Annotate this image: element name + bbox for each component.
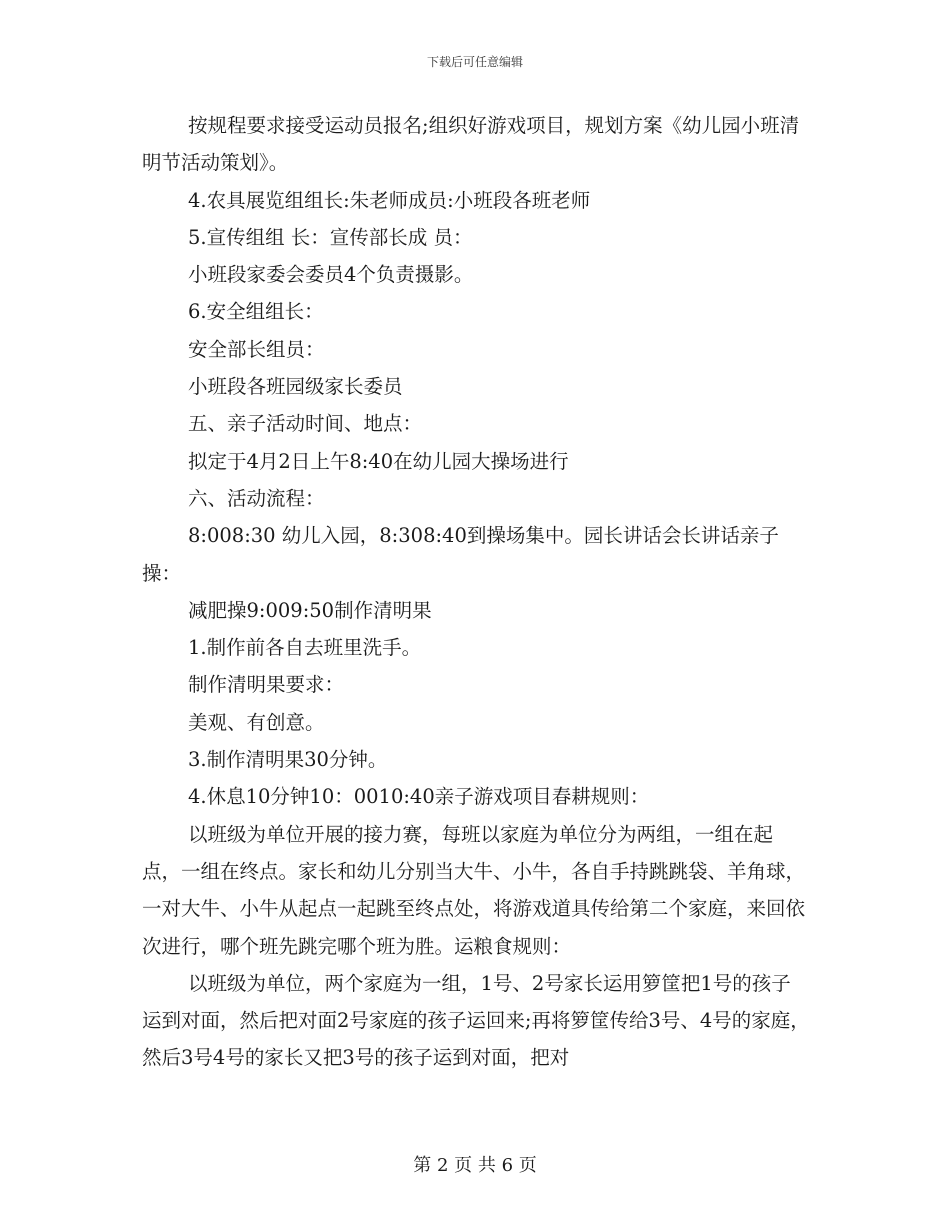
paragraph: 美观、有创意。 <box>188 710 325 734</box>
page-header: 下载后可任意编辑 <box>426 55 523 69</box>
paragraph: 5.宣传组组 长：宣传部长成 员： <box>188 225 473 249</box>
paragraph: 小班段家委会委员4个负责摄影。 <box>188 263 474 287</box>
paragraph: 以班级为单位开展的接力赛，每班以家庭为单位分为两组，一组在起点，一组在终点。家长和幼儿分别当大牛、小牛，各自手持跳跳袋、羊角球，一对大牛、小牛从起点一起跳至终点处，将游戏道具传给第二个家庭，来回依次进行，哪个班先跳完哪个班为胜。运粮食规则： <box>142 822 806 958</box>
paragraph: 3.制作清明果30分钟。 <box>188 748 388 772</box>
paragraph: 安全部长组员： <box>188 337 325 361</box>
paragraph: 六、活动流程： <box>188 486 325 510</box>
document-body <box>142 107 810 1077</box>
page-number-footer: 第 2 页 共 6 页 <box>413 1155 537 1176</box>
paragraph: 1.制作前各自去班里洗手。 <box>188 636 422 660</box>
paragraph: 4.农具展览组组长:朱老师成员:小班段各班老师 <box>188 188 591 212</box>
paragraph: 按规程要求接受运动员报名;组织好游戏项目，规划方案《幼儿园小班清明节活动策划》。 <box>142 114 800 175</box>
paragraph: 8:008:30 幼儿入园，8:308:40到操场集中。园长讲话会长讲话亲子操： <box>142 524 779 585</box>
paragraph: 6.安全组组长： <box>188 300 324 324</box>
paragraph: 五、亲子活动时间、地点： <box>188 412 423 436</box>
paragraph: 制作清明果要求： <box>188 673 345 697</box>
paragraph: 减肥操9:009:50制作清明果 <box>188 598 432 622</box>
paragraph: 拟定于4月2日上午8:40在幼儿园大操场进行 <box>188 449 569 473</box>
paragraph: 4.休息10分钟10：0010:40亲子游戏项目春耕规则： <box>188 785 650 809</box>
paragraph: 小班段各班园级家长委员 <box>188 375 403 399</box>
paragraph: 以班级为单位，两个家庭为一组，1号、2号家长运用箩筐把1号的孩子运到对面，然后把对面2号家庭的孩子运回来;再将箩筐传给3号、4号的家庭，然后3号4号的家长又把3号的孩子运到对面，把对 <box>142 971 810 1070</box>
